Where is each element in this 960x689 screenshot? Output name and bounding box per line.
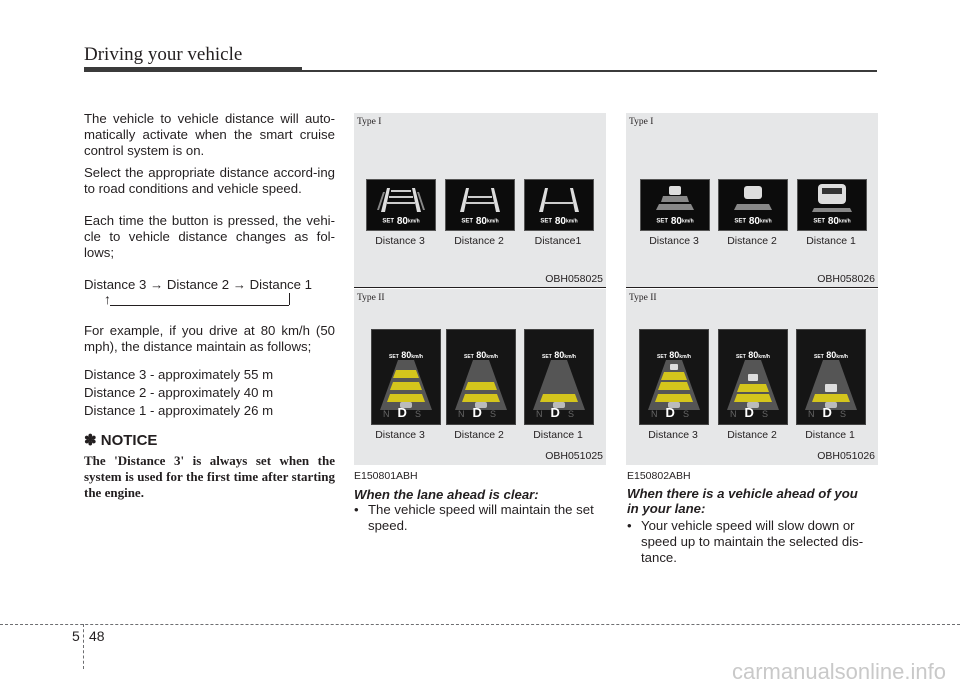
header-rule: [302, 70, 877, 72]
caption: Distance 2: [454, 429, 504, 441]
caption: Distance 1: [806, 235, 856, 247]
section-number: 5: [72, 628, 80, 644]
figure-a-type1: [354, 113, 606, 288]
figure-rule: [626, 287, 878, 288]
display-distance-2: SET 80km/h NDS: [718, 329, 788, 425]
caption: Distance 2: [727, 235, 777, 247]
figure-b-type1: [626, 113, 878, 288]
figure-b-type2: [626, 289, 878, 465]
display-distance-1: SET 80km/h NDS: [524, 329, 594, 425]
display-distance-1: SET 80km/h: [524, 179, 594, 231]
display-distance-2: SET 80km/h: [445, 179, 515, 231]
type-label: Type II: [629, 293, 657, 303]
figure-code: OBH058025: [545, 273, 603, 285]
left-column: [84, 111, 335, 501]
caption: Distance 1: [533, 429, 583, 441]
figure-code: OBH058026: [817, 273, 875, 285]
caption: Distance 3: [648, 429, 698, 441]
caption: Distance 2: [727, 429, 777, 441]
footer-divider: [83, 624, 84, 669]
distance-item: Distance 1 - approximately 26 m: [84, 403, 274, 418]
display-distance-3: SET 80km/h NDS: [371, 329, 441, 425]
footer-rule: [0, 624, 960, 625]
caption: Distance 3: [649, 235, 699, 247]
distance-item: Distance 2 - approximately 40 m: [84, 385, 274, 400]
paragraph: The vehicle to vehicle distance will auto-matically activate when the smart cruise control system is on.: [84, 111, 335, 158]
header-bar: [84, 67, 302, 72]
distance-item: Distance 3 - approximately 55 m: [84, 367, 274, 382]
display-distance-1: SET 80km/h NDS: [796, 329, 866, 425]
caption: Distance 2: [454, 235, 504, 247]
display-distance-3: SET 80km/h: [366, 179, 436, 231]
figure-code: OBH051026: [817, 450, 875, 462]
figure-code: OBH051025: [545, 450, 603, 462]
type-label: Type I: [629, 117, 654, 127]
notice-text: The 'Distance 3' is always set when the system is used for the first time after starting the engine.: [84, 453, 335, 500]
figure-rule: [354, 287, 606, 288]
cycle-arrow: ↑: [84, 295, 335, 309]
display-distance-3: SET 80km/h: [640, 179, 710, 231]
caption: Distance 1: [805, 429, 855, 441]
notice-heading: ✽ NOTICE: [84, 432, 158, 449]
type-label: Type II: [357, 293, 385, 303]
page-header-title: Driving your vehicle: [84, 44, 243, 65]
type-label: Type I: [357, 117, 382, 127]
page-number: 48: [89, 628, 105, 644]
paragraph: Each time the button is pressed, the vehi-cle to vehicle distance changes as fol-lows;: [84, 213, 335, 260]
caption: Distance 3: [375, 429, 425, 441]
display-distance-3: SET 80km/h NDS: [639, 329, 709, 425]
section-heading: When there is a vehicle ahead of you in your lane:: [627, 486, 858, 516]
caption: Distance1: [534, 235, 582, 247]
paragraph: Select the appropriate distance accord-ing to road conditions and vehicle speed.: [84, 165, 335, 196]
caption: Distance 3: [375, 235, 425, 247]
section-code: E150802ABH: [627, 470, 691, 482]
display-distance-2: SET 80km/h NDS: [446, 329, 516, 425]
display-distance-2: SET 80km/h: [718, 179, 788, 231]
display-distance-1: SET 80km/h: [797, 179, 867, 231]
section-heading: When the lane ahead is clear:: [354, 487, 539, 502]
paragraph: For example, if you drive at 80 km/h (50 mph), the distance maintain as follows;: [84, 323, 335, 354]
figure-a-type2: [354, 289, 606, 465]
section-code: E150801ABH: [354, 470, 418, 482]
watermark: carmanualsonline.info: [731, 659, 946, 684]
distance-sequence: Distance 3 → Distance 2 → Distance 1: [84, 277, 312, 292]
